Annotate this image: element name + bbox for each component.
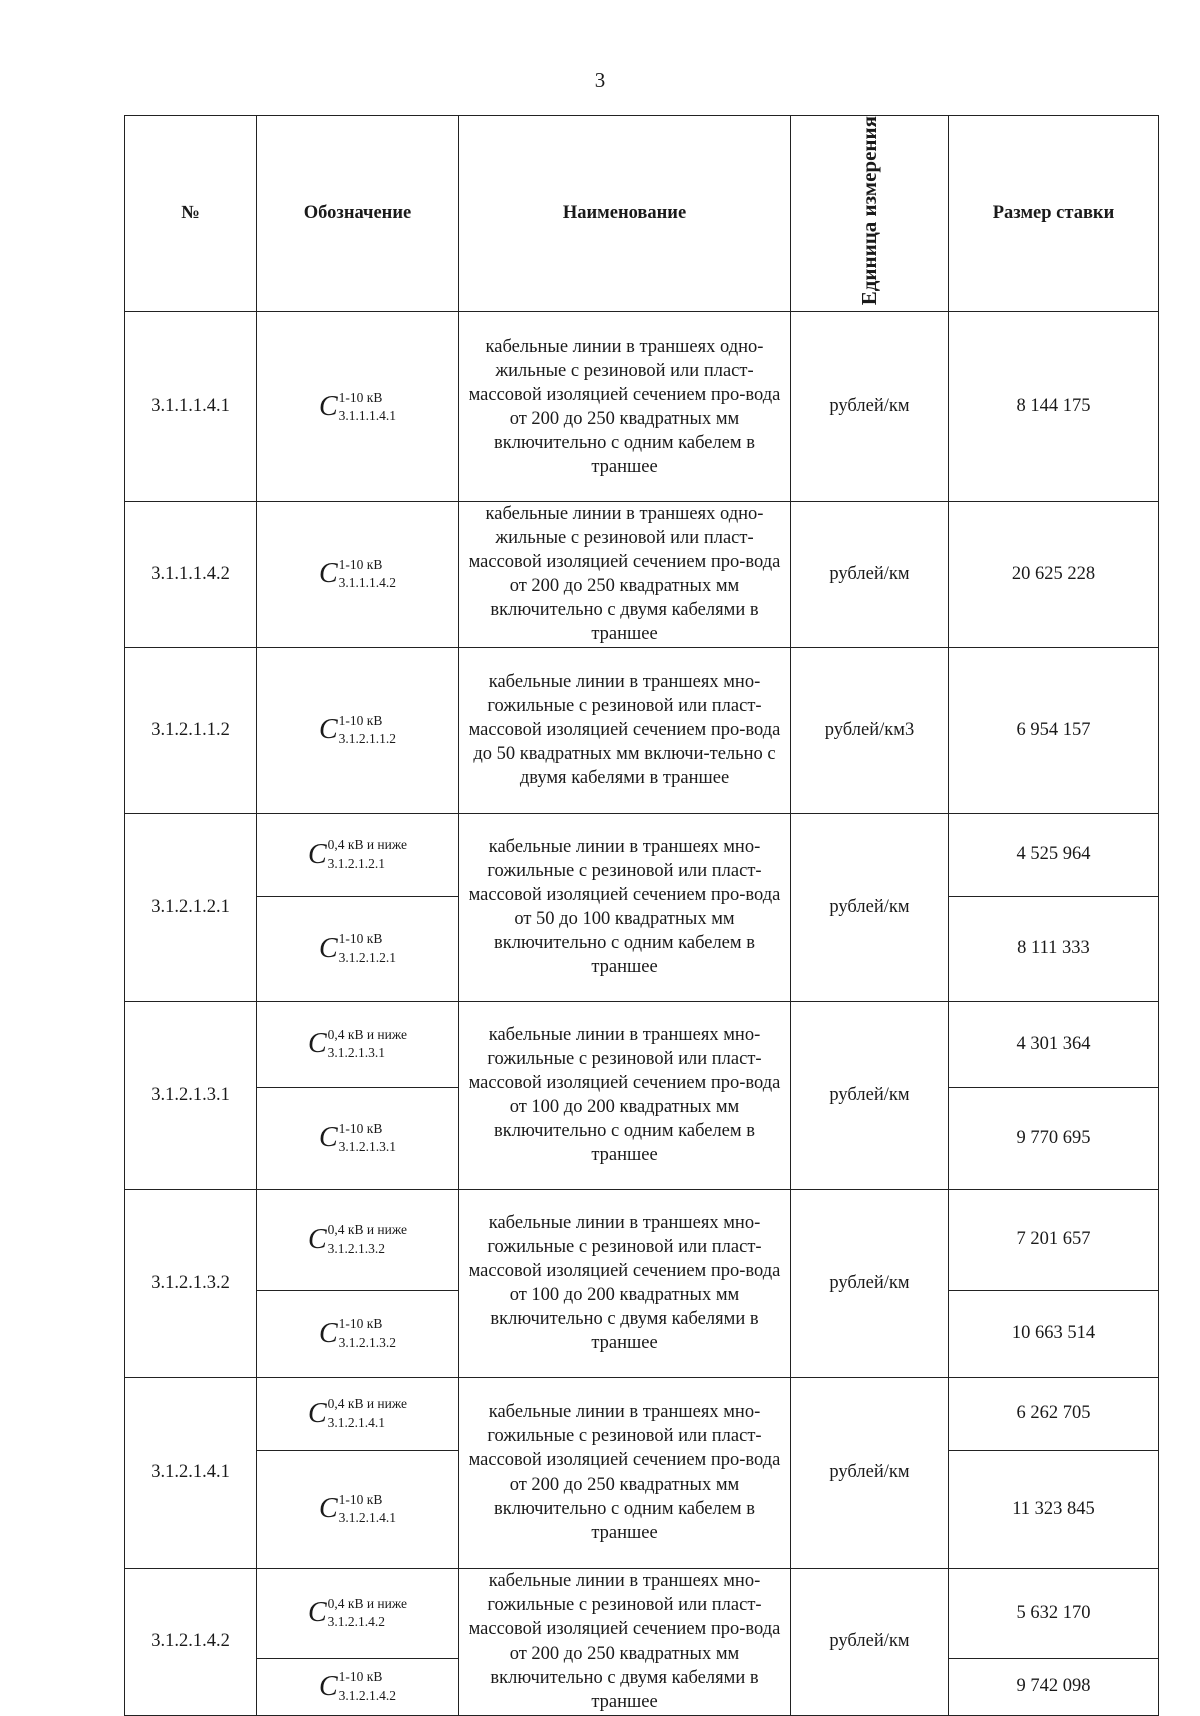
designation-cell: [257, 1290, 459, 1377]
table-row: [125, 647, 1159, 813]
table-row: [125, 1568, 1159, 1658]
page-number: 3: [594, 68, 606, 92]
symbol-indices: [338, 1120, 397, 1154]
row-number: 3.1.1.1.4.2: [125, 502, 257, 647]
table-row: [125, 813, 1159, 896]
rate-value: 11 323 845: [949, 1450, 1159, 1568]
designation-cell: [257, 1658, 459, 1715]
symbol-indices: [327, 1026, 408, 1060]
symbol-letter: C: [307, 1223, 327, 1255]
symbol-voltage: 0,4 кВ и ниже: [327, 1222, 408, 1238]
row-description: кабельные линии в траншеях одно-жильные с резиновой или пласт-массовой изоляцией сечением про-вода от 200 до 250 квадратных мм включительно с двумя кабелями в траншее: [459, 502, 791, 647]
symbol-code: 3.1.2.1.4.2: [327, 1614, 386, 1629]
symbol-letter: C: [307, 1597, 327, 1628]
symbol-code: 3.1.2.1.2.1: [338, 949, 397, 965]
row-unit: рублей/км: [791, 1568, 949, 1715]
designation-symbol: [307, 1026, 408, 1060]
symbol-voltage: 1-10 кВ: [338, 557, 383, 573]
symbol-code: 3.1.1.1.4.2: [338, 575, 397, 591]
symbol-indices: [338, 1316, 397, 1350]
row-unit: рублей/км: [791, 502, 949, 647]
symbol-letter: C: [318, 390, 338, 422]
rate-value: 8 111 333: [949, 896, 1159, 1001]
symbol-code: 3.1.2.1.3.2: [338, 1334, 397, 1350]
row-number: 3.1.2.1.4.2: [125, 1568, 257, 1715]
row-description: кабельные линии в траншеях мно-гожильные с резиновой или пласт-массовой изоляцией сечением про-вода от 100 до 200 квадратных мм включительно с двумя кабелями в траншее: [459, 1189, 791, 1377]
row-number: 3.1.2.1.3.1: [125, 1001, 257, 1189]
rate-value: 5 632 170: [949, 1568, 1159, 1658]
designation-symbol: [307, 1396, 408, 1430]
designation-symbol: [307, 1222, 408, 1256]
rates-table: [124, 115, 1159, 1716]
symbol-indices: [327, 1595, 408, 1629]
symbol-indices: [338, 389, 397, 423]
row-description: кабельные линии в траншеях мно-гожильные с резиновой или пласт-массовой изоляцией сечением про-вода от 100 до 200 квадратных мм включительно с одним кабелем в траншее: [459, 1001, 791, 1189]
designation-cell: [257, 1189, 459, 1290]
rate-value: 7 201 657: [949, 1189, 1159, 1290]
symbol-voltage: 0,4 кВ и ниже: [327, 1595, 408, 1611]
row-description: кабельные линии в траншеях мно-гожильные с резиновой или пласт-массовой изоляцией сечением про-вода от 200 до 250 квадратных мм включительно с двумя кабелями в траншее: [459, 1568, 791, 1715]
symbol-voltage: 1-10 кВ: [338, 1491, 383, 1507]
symbol-code: 3.1.2.1.2.1: [327, 855, 386, 871]
designation-cell: [257, 647, 459, 813]
symbol-indices: [327, 1396, 408, 1430]
designation-cell: [257, 813, 459, 896]
symbol-indices: [327, 1222, 408, 1256]
table-row: [125, 1189, 1159, 1290]
symbol-voltage: 1-10 кВ: [338, 712, 383, 728]
symbol-indices: [338, 712, 397, 746]
designation-cell: [257, 312, 459, 502]
symbol-indices: [338, 1491, 397, 1525]
symbol-code: 3.1.2.1.1.2: [338, 731, 397, 746]
designation-cell: [257, 1087, 459, 1189]
table-row: [125, 1377, 1159, 1450]
designation-symbol: [307, 837, 408, 871]
column-header-num: №: [125, 116, 257, 312]
table-row: [125, 1001, 1159, 1087]
row-description: кабельные линии в траншеях мно-гожильные с резиновой или пласт-массовой изоляцией сечением про-вода до 50 квадратных мм включи-тельно с двумя кабелями в траншее: [459, 647, 791, 813]
row-unit: рублей/км: [791, 1189, 949, 1377]
designation-cell: [257, 1450, 459, 1568]
symbol-code: 3.1.2.1.4.1: [327, 1414, 386, 1430]
symbol-voltage: 1-10 кВ: [338, 1669, 383, 1685]
symbol-code: 3.1.1.1.4.1: [338, 407, 397, 423]
column-header-unit: Единица измерения: [857, 116, 882, 306]
symbol-letter: C: [318, 1122, 338, 1153]
designation-symbol: [307, 1595, 408, 1629]
symbol-letter: C: [307, 838, 327, 870]
table-row: [125, 312, 1159, 502]
symbol-letter: C: [307, 1028, 327, 1059]
row-number: 3.1.2.1.3.2: [125, 1189, 257, 1377]
symbol-voltage: 0,4 кВ и ниже: [327, 1396, 408, 1412]
row-description: кабельные линии в траншеях одно-жильные с резиновой или пласт-массовой изоляцией сечением про-вода от 200 до 250 квадратных мм включительно с одним кабелем в траншее: [459, 312, 791, 502]
row-description: кабельные линии в траншеях мно-гожильные с резиновой или пласт-массовой изоляцией сечением про-вода от 200 до 250 квадратных мм включительно с одним кабелем в траншее: [459, 1377, 791, 1568]
rate-value: 8 144 175: [949, 312, 1159, 502]
symbol-letter: C: [318, 1493, 338, 1524]
symbol-voltage: 1-10 кВ: [338, 1120, 383, 1136]
column-header-name: Наименование: [459, 116, 791, 312]
symbol-code: 3.1.2.1.4.1: [338, 1510, 397, 1525]
symbol-voltage: 0,4 кВ и ниже: [327, 1026, 408, 1042]
rate-value: 4 525 964: [949, 813, 1159, 896]
symbol-voltage: 1-10 кВ: [338, 1316, 383, 1332]
designation-symbol: [318, 1491, 397, 1525]
designation-cell: [257, 1568, 459, 1658]
row-unit: рублей/км: [791, 312, 949, 502]
column-header-unit-cell: [791, 116, 949, 312]
symbol-letter: C: [307, 1397, 327, 1429]
designation-symbol: [318, 557, 397, 591]
column-header-rate: Размер ставки: [949, 116, 1159, 312]
symbol-indices: [338, 1669, 397, 1703]
rate-value: 4 301 364: [949, 1001, 1159, 1087]
symbol-letter: C: [318, 1317, 338, 1349]
rate-value: 9 742 098: [949, 1658, 1159, 1715]
designation-cell: [257, 1001, 459, 1087]
rate-value: 6 954 157: [949, 647, 1159, 813]
symbol-code: 3.1.2.1.3.1: [327, 1045, 386, 1060]
designation-cell: [257, 502, 459, 647]
rate-value: 6 262 705: [949, 1377, 1159, 1450]
row-unit: рублей/км: [791, 1377, 949, 1568]
symbol-indices: [338, 931, 397, 965]
symbol-code: 3.1.2.1.3.2: [327, 1240, 386, 1256]
symbol-letter: C: [318, 1670, 338, 1702]
row-number: 3.1.2.1.4.1: [125, 1377, 257, 1568]
designation-symbol: [318, 1669, 397, 1703]
row-description: кабельные линии в траншеях мно-гожильные с резиновой или пласт-массовой изоляцией сечением про-вода от 50 до 100 квадратных мм включительно с одним кабелем в траншее: [459, 813, 791, 1001]
rate-value: 20 625 228: [949, 502, 1159, 647]
designation-symbol: [318, 389, 397, 423]
row-unit: рублей/км: [791, 813, 949, 1001]
symbol-voltage: 1-10 кВ: [338, 389, 383, 405]
symbol-code: 3.1.2.1.3.1: [338, 1139, 397, 1154]
table-header-row: [125, 116, 1159, 312]
symbol-voltage: 1-10 кВ: [338, 931, 383, 947]
designation-symbol: [318, 712, 397, 746]
designation-cell: [257, 896, 459, 1001]
row-number: 3.1.1.1.4.1: [125, 312, 257, 502]
row-unit: рублей/км3: [791, 647, 949, 813]
symbol-code: 3.1.2.1.4.2: [338, 1687, 397, 1703]
row-number: 3.1.2.1.1.2: [125, 647, 257, 813]
symbol-letter: C: [318, 932, 338, 964]
rate-value: 10 663 514: [949, 1290, 1159, 1377]
designation-cell: [257, 1377, 459, 1450]
column-header-designation: Обозначение: [257, 116, 459, 312]
symbol-letter: C: [318, 558, 338, 590]
designation-symbol: [318, 1316, 397, 1350]
table-body: [125, 312, 1159, 1715]
designation-symbol: [318, 1120, 397, 1154]
symbol-letter: C: [318, 714, 338, 745]
rate-value: 9 770 695: [949, 1087, 1159, 1189]
symbol-indices: [327, 837, 408, 871]
row-number: 3.1.2.1.2.1: [125, 813, 257, 1001]
symbol-indices: [338, 557, 397, 591]
designation-symbol: [318, 931, 397, 965]
row-unit: рублей/км: [791, 1001, 949, 1189]
table-row: [125, 502, 1159, 647]
symbol-voltage: 0,4 кВ и ниже: [327, 837, 408, 853]
